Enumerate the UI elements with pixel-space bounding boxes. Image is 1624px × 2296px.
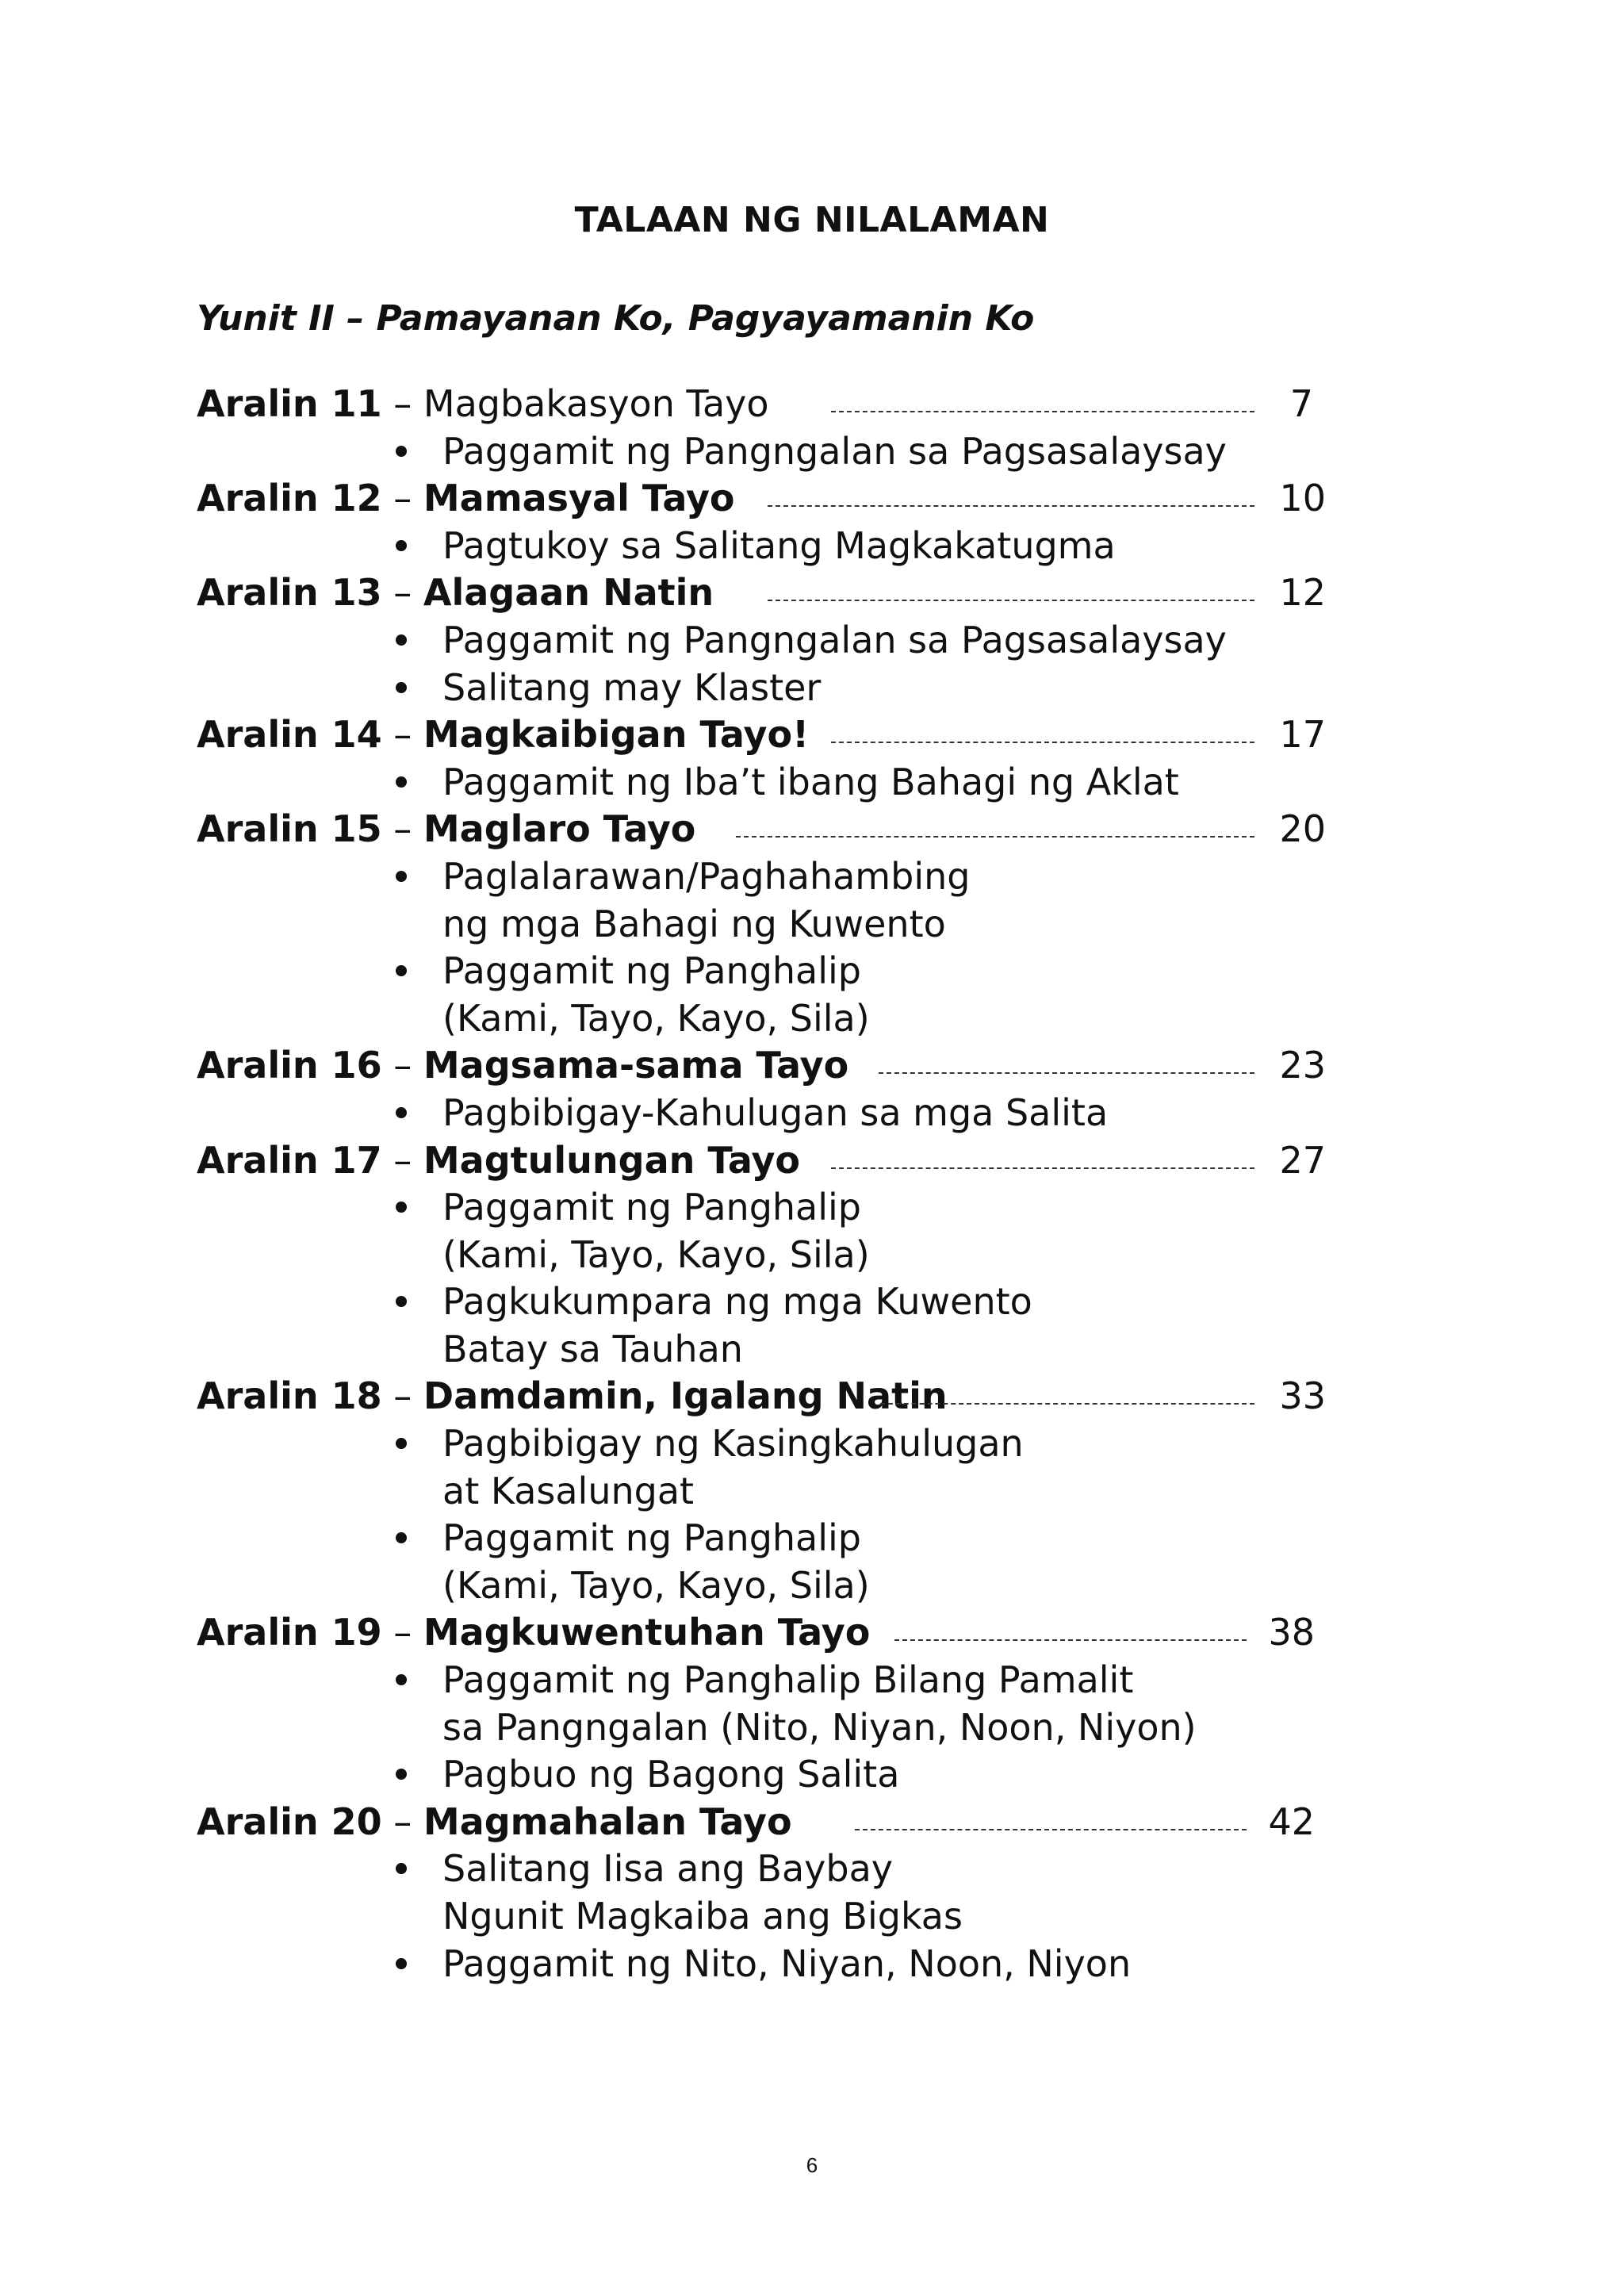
lesson-dash: –	[381, 713, 423, 757]
lesson-title: Magsama-sama Tayo	[423, 1044, 849, 1087]
lesson-page-number: 33	[1279, 1374, 1326, 1418]
toc-entry	[197, 711, 1326, 806]
toc-entry	[197, 806, 1326, 1042]
lesson-label: Aralin 14	[197, 713, 382, 757]
lesson-dash: –	[381, 1374, 423, 1418]
bullet-dot-icon	[396, 871, 407, 882]
lesson-title: Magkuwentuhan Tayo	[423, 1611, 871, 1654]
lesson-row	[197, 475, 1326, 523]
topic-text: Salitang Iisa ang Baybay	[442, 1847, 894, 1891]
bullet-dot-icon	[396, 1296, 407, 1307]
topic-text: (Kami, Tayo, Kayo, Sila)	[442, 996, 870, 1040]
lesson-title: Damdamin, Igalang Natin	[423, 1374, 948, 1418]
topic-text: Paggamit ng Panghalip	[442, 949, 861, 993]
topic-text: Pagbibigay-Kahulugan sa mga Salita	[442, 1091, 1109, 1134]
lesson-label: Aralin 17	[197, 1138, 382, 1182]
topic-text: Salitang may Klaster	[442, 665, 822, 709]
topic-bullet	[197, 1941, 1326, 1988]
lesson-label: Aralin 11	[197, 382, 382, 425]
dotted-leader	[736, 836, 1254, 838]
bullet-dot-icon	[396, 1769, 407, 1780]
lesson-label: Aralin 13	[197, 571, 382, 615]
toc-entry	[197, 569, 1326, 711]
topic-text: Paggamit ng Nito, Niyan, Noon, Niyon	[442, 1941, 1132, 1985]
topic-bullet	[197, 1751, 1326, 1799]
table-of-contents	[197, 381, 1326, 1987]
topic-bullet	[197, 948, 1326, 1042]
lesson-page-number: 42	[1268, 1800, 1315, 1843]
topic-text: at Kasalungat	[442, 1469, 695, 1512]
lesson-row	[197, 806, 1326, 853]
toc-entry	[197, 1609, 1326, 1798]
toc-entry	[197, 381, 1326, 475]
lesson-label: Aralin 16	[197, 1044, 382, 1087]
lesson-row	[197, 1799, 1326, 1846]
bullet-dot-icon	[396, 1438, 407, 1449]
bullet-dot-icon	[396, 776, 407, 788]
lesson-row	[197, 1373, 1326, 1420]
topic-text: Ngunit Magkaiba ang Bigkas	[442, 1895, 963, 1938]
dotted-leader	[831, 742, 1254, 743]
lesson-row	[197, 1137, 1326, 1185]
lesson-label: Aralin 18	[197, 1374, 382, 1418]
bullet-dot-icon	[396, 540, 407, 551]
bullet-dot-icon	[396, 1107, 407, 1118]
lesson-dash: –	[381, 571, 423, 615]
lesson-label: Aralin 12	[197, 477, 382, 520]
toc-entry	[197, 1373, 1326, 1609]
lesson-page-number: 38	[1268, 1611, 1315, 1654]
lesson-dash: –	[381, 382, 423, 425]
bullet-dot-icon	[396, 965, 407, 976]
lesson-dash: –	[381, 1800, 423, 1843]
lesson-dash: –	[381, 1611, 423, 1654]
unit-heading: Yunit II – Pamayanan Ko, Pagyayamanin Ko	[197, 298, 1035, 339]
lesson-row	[197, 569, 1326, 617]
topic-bullet	[197, 617, 1326, 665]
toc-entry	[197, 1137, 1326, 1374]
lesson-label: Aralin 19	[197, 1611, 382, 1654]
lesson-row	[197, 381, 1326, 428]
topic-text: Paggamit ng Pangngalan sa Pagsasalaysay	[442, 429, 1227, 473]
lesson-page-number: 12	[1279, 571, 1326, 615]
bullet-dot-icon	[396, 446, 407, 457]
bullet-dot-icon	[396, 1532, 407, 1543]
topic-bullet	[197, 1657, 1326, 1751]
topic-text: Paglalarawan/Paghahambing	[442, 854, 971, 898]
topic-text: (Kami, Tayo, Kayo, Sila)	[442, 1232, 870, 1276]
topic-bullet	[197, 1184, 1326, 1278]
lesson-page-number: 20	[1279, 807, 1326, 851]
lesson-page-number: 27	[1279, 1138, 1326, 1182]
topic-bullet	[197, 1846, 1326, 1940]
lesson-title: Maglaro Tayo	[423, 807, 696, 851]
topic-text: Paggamit ng Panghalip	[442, 1186, 861, 1229]
topic-bullet	[197, 428, 1326, 476]
lesson-row	[197, 711, 1326, 759]
topic-text: Paggamit ng Iba’t ibang Bahagi ng Aklat	[442, 760, 1179, 803]
toc-entry	[197, 475, 1326, 569]
dotted-leader	[880, 1403, 1254, 1405]
lesson-title: Magkaibigan Tayo!	[423, 713, 810, 757]
lesson-title: Magmahalan Tayo	[423, 1800, 792, 1843]
topic-bullet	[197, 1420, 1326, 1515]
topic-bullet	[197, 1278, 1326, 1373]
bullet-dot-icon	[396, 634, 407, 646]
lesson-page-number: 23	[1279, 1044, 1326, 1087]
lesson-row	[197, 1042, 1326, 1090]
page-number: 6	[806, 2153, 818, 2177]
topic-text: Pagbibigay ng Kasingkahulugan	[442, 1422, 1024, 1466]
topic-text: Paggamit ng Panghalip	[442, 1516, 861, 1560]
lesson-title: Magtulungan Tayo	[423, 1138, 801, 1182]
topic-text: Pagbuo ng Bagong Salita	[442, 1753, 900, 1796]
topic-text: Pagkukumpara ng mga Kuwento	[442, 1280, 1032, 1324]
page-title: TALAAN NG NILALAMAN	[574, 200, 1050, 240]
topic-text: sa Pangngalan (Nito, Niyan, Noon, Niyon)	[442, 1705, 1197, 1749]
dotted-leader	[894, 1639, 1247, 1641]
topic-bullet	[197, 1090, 1326, 1137]
dotted-leader	[768, 600, 1254, 601]
lesson-dash: –	[381, 1138, 423, 1182]
lesson-page-number: 17	[1279, 713, 1326, 757]
topic-bullet	[197, 853, 1326, 948]
bullet-dot-icon	[396, 1863, 407, 1874]
bullet-dot-icon	[396, 682, 407, 693]
topic-bullet	[197, 759, 1326, 807]
toc-entry	[197, 1042, 1326, 1137]
lesson-page-number: 7	[1289, 382, 1313, 425]
dotted-leader	[768, 505, 1254, 507]
lesson-page-number: 10	[1279, 477, 1326, 520]
topic-bullet	[197, 665, 1326, 712]
topic-bullet	[197, 523, 1326, 570]
lesson-dash: –	[381, 807, 423, 851]
dotted-leader	[831, 411, 1254, 412]
lesson-title: Alagaan Natin	[423, 571, 714, 615]
bullet-dot-icon	[396, 1674, 407, 1685]
topic-bullet	[197, 1515, 1326, 1609]
topic-text: Paggamit ng Pangngalan sa Pagsasalaysay	[442, 618, 1227, 661]
dotted-leader	[855, 1829, 1247, 1830]
dotted-leader	[879, 1072, 1254, 1074]
lesson-row	[197, 1609, 1326, 1657]
lesson-label: Aralin 15	[197, 807, 382, 851]
topic-text: Paggamit ng Panghalip Bilang Pamalit	[442, 1658, 1134, 1702]
dotted-leader	[831, 1167, 1254, 1169]
lesson-dash: –	[381, 477, 423, 520]
bullet-dot-icon	[396, 1202, 407, 1213]
toc-entry	[197, 1799, 1326, 1987]
bullet-dot-icon	[396, 1958, 407, 1969]
topic-text: ng mga Bahagi ng Kuwento	[442, 902, 946, 945]
lesson-title: Magbakasyon Tayo	[423, 382, 769, 425]
lesson-title: Mamasyal Tayo	[423, 477, 735, 520]
lesson-label: Aralin 20	[197, 1800, 382, 1843]
lesson-dash: –	[381, 1044, 423, 1087]
topic-text: Batay sa Tauhan	[442, 1327, 743, 1370]
topic-text: (Kami, Tayo, Kayo, Sila)	[442, 1563, 870, 1607]
topic-text: Pagtukoy sa Salitang Magkakatugma	[442, 523, 1116, 567]
